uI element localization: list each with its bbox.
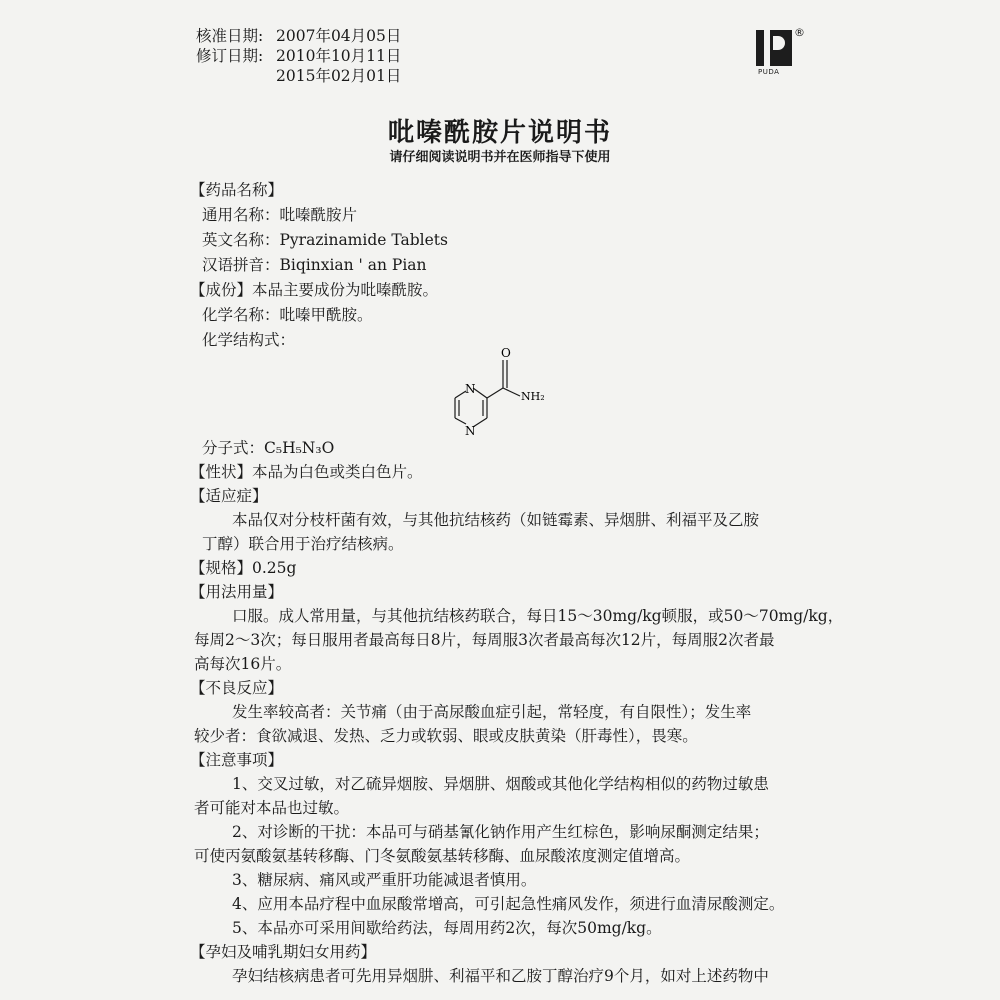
precaution-2-line-1: 2、对诊断的干扰：本品可与硝基氰化钠作用产生红棕色，影响尿酮测定结果； [232,823,769,841]
precaution-1-line-1: 1、交叉过敏，对乙硫异烟胺、异烟肼、烟酸或其他化学结构相似的药物过敏患 [232,775,769,793]
dosage-line-2: 每周2～3次；每日服用者最高每日8片，每周服3次者最高每次12片，每周服2次者最 [194,631,775,649]
pregnancy-line-1: 孕妇结核病患者可先用异烟肼、利福平和乙胺丁醇治疗9个月，如对上述药物中 [232,967,769,985]
revision-date-value-1: 2010年10月11日 [276,47,402,65]
document-subtitle: 请仔细阅读说明书并在医师指导下使用 [389,150,611,165]
precaution-3: 3、糖尿病、痛风或严重肝功能减退者慎用。 [232,871,537,889]
revision-date-row-2 [196,66,401,86]
logo-brand-text: PUDA [758,68,780,76]
dosage-line-3: 高每次16片。 [194,655,292,673]
molecular-formula: 分子式：C₅H₅N₃O [202,439,335,457]
precaution-1-line-2: 者可能对本品也过敏。 [194,799,350,817]
adverse-line-2: 较少者：食欲减退、发热、乏力或软弱、眼或皮肤黄染（肝毒性），畏寒。 [194,727,698,745]
section-precautions-heading: 【注意事项】 [190,751,284,769]
pyrazinamide-structure-diagram [430,340,560,460]
revision-date-label: 修订日期: [196,47,264,65]
approval-date-value: 2007年04月05日 [276,27,402,45]
registered-mark: ® [794,26,805,39]
pinyin-name: 汉语拼音：Biqinxian ' an Pian [202,256,427,274]
approval-date-row [196,26,401,46]
logo-mark-icon [756,30,792,66]
precaution-4: 4、应用本品疗程中血尿酸常增高，可引起急性痛风发作，须进行血清尿酸测定。 [232,895,785,913]
approval-date-label: 核准日期: [196,27,264,45]
generic-name: 通用名称：吡嗪酰胺片 [202,206,358,224]
atom-nitrogen-2: N [465,424,476,438]
structure-label: 化学结构式： [202,331,296,349]
english-name: 英文名称：Pyrazinamide Tablets [202,231,448,249]
puda-logo [756,26,810,76]
revision-date-row [196,46,401,66]
chemical-name: 化学名称：吡嗪甲酰胺。 [202,306,373,324]
indications-line-2: 丁醇）联合用于治疗结核病。 [202,535,404,553]
atom-nh2: NH₂ [521,390,545,403]
section-dosage-heading: 【用法用量】 [190,583,284,601]
section-indications-heading: 【适应症】 [190,487,268,505]
section-pregnancy-heading: 【孕妇及哺乳期妇女用药】 [190,943,377,961]
date-block [196,26,401,86]
dosage-line-1: 口服。成人常用量，与其他抗结核药联合，每日15～30mg/kg顿服，或50～70mg/kg， [232,607,844,625]
composition-line: 【成份】本品主要成份为吡嗪酰胺。 [190,281,439,299]
section-drug-name-heading: 【药品名称】 [190,181,284,199]
revision-date-value-2: 2015年02月01日 [276,67,402,85]
precaution-2-line-2: 可使丙氨酸氨基转移酶、门冬氨酸氨基转移酶、血尿酸浓度测定值增高。 [194,847,691,865]
section-adverse-heading: 【不良反应】 [190,679,284,697]
atom-nitrogen-1: N [465,382,476,396]
specification-line: 【规格】0.25g [190,559,297,577]
adverse-line-1: 发生率较高者：关节痛（由于高尿酸血症引起，常轻度，有自限性）；发生率 [232,703,752,721]
document-title: 吡嗪酰胺片说明书 [387,118,612,148]
indications-line-1: 本品仅对分枝杆菌有效，与其他抗结核药（如链霉素、异烟肼、利福平及乙胺 [232,511,760,529]
precaution-5: 5、本品亦可采用间歇给药法，每周用药2次，每次50mg/kg。 [232,919,662,937]
atom-oxygen: O [501,346,511,360]
description-line: 【性状】本品为白色或类白色片。 [190,463,423,481]
